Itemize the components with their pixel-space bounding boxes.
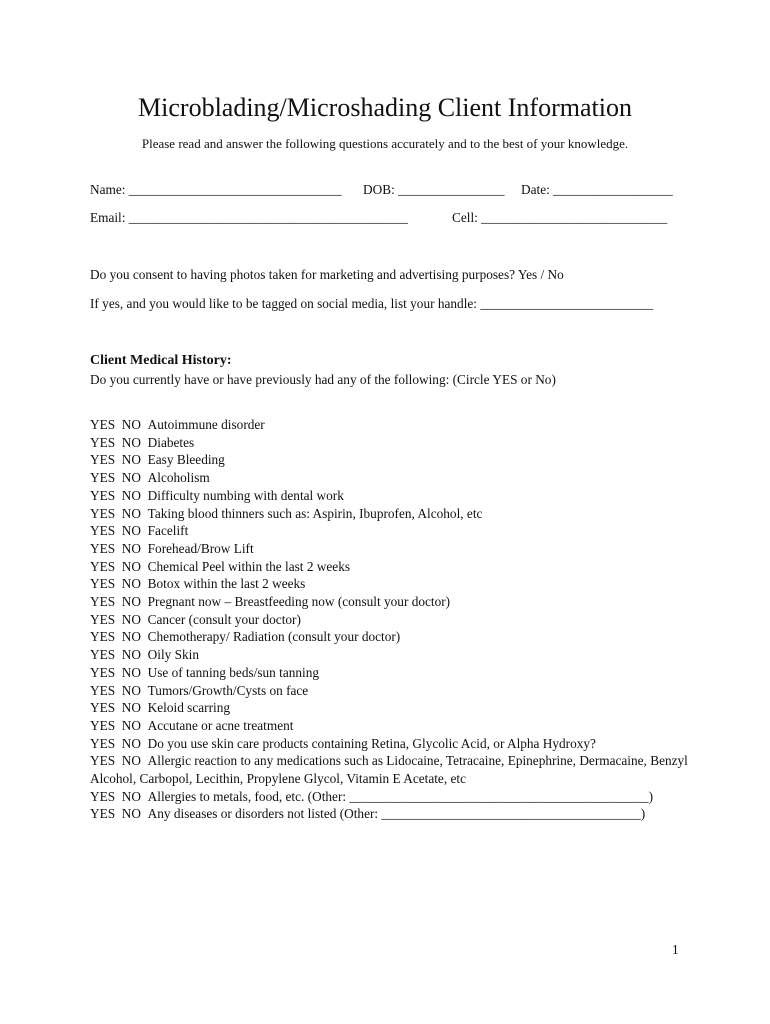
- yes-option[interactable]: YES: [90, 611, 116, 627]
- medical-history-item: [90, 558, 690, 576]
- no-option[interactable]: NO: [121, 434, 141, 450]
- no-option[interactable]: NO: [121, 487, 141, 503]
- medical-history-instruction: Do you currently have or have previously had any of the following: (Circle YES or No): [90, 372, 556, 387]
- no-option[interactable]: NO: [121, 629, 141, 645]
- condition-label: Use of tanning beds/sun tanning: [147, 664, 320, 680]
- yes-option[interactable]: YES: [90, 434, 116, 450]
- no-option[interactable]: NO: [121, 611, 141, 627]
- no-option[interactable]: NO: [121, 540, 141, 556]
- no-option[interactable]: NO: [121, 558, 141, 574]
- no-option[interactable]: NO: [121, 717, 141, 733]
- no-option[interactable]: NO: [121, 576, 141, 592]
- condition-label: Accutane or acne treatment: [147, 717, 294, 733]
- no-option[interactable]: NO: [121, 594, 141, 610]
- condition-label: Autoimmune disorder: [147, 417, 265, 432]
- yes-option[interactable]: YES: [90, 487, 116, 503]
- medical-history-item: [90, 682, 690, 700]
- no-option[interactable]: NO: [121, 753, 141, 769]
- email-field[interactable]: Email: __________________________________________: [90, 210, 409, 225]
- condition-label: Keloid scarring: [147, 700, 230, 716]
- condition-label: Tumors/Growth/Cysts on face: [147, 682, 309, 698]
- condition-label: Do you use skin care products containing Retina, Glycolic Acid, or Alpha Hydroxy?: [147, 735, 596, 751]
- yes-option[interactable]: YES: [90, 753, 116, 769]
- medical-history-item: [90, 469, 690, 487]
- no-option[interactable]: NO: [121, 700, 141, 716]
- yes-option[interactable]: YES: [90, 788, 116, 804]
- medical-history-item: [90, 611, 690, 629]
- yes-option[interactable]: YES: [90, 717, 116, 733]
- condition-label: Any diseases or disorders not listed (Other: _______________________________________): [147, 806, 646, 822]
- medical-history-list: [90, 416, 690, 823]
- medical-history-item: [90, 505, 690, 523]
- medical-history-item: [90, 522, 690, 540]
- yes-option[interactable]: YES: [90, 505, 116, 521]
- no-option[interactable]: NO: [121, 417, 141, 432]
- no-option[interactable]: NO: [121, 505, 141, 521]
- yes-option[interactable]: YES: [90, 452, 116, 468]
- medical-history-item: [90, 487, 690, 505]
- condition-label: Facelift: [147, 523, 189, 539]
- condition-label: Oily Skin: [147, 647, 200, 663]
- condition-label: Alcoholism: [147, 470, 210, 486]
- condition-label: Allergies to metals, food, etc. (Other: _____________________________________________): [147, 788, 654, 804]
- medical-history-item: [90, 593, 690, 611]
- condition-label: Forehead/Brow Lift: [147, 540, 254, 556]
- condition-label: Cancer (consult your doctor): [147, 611, 301, 627]
- page-title: Microblading/Microshading Client Information: [138, 93, 632, 122]
- social-handle-question[interactable]: If yes, and you would like to be tagged on social media, list your handle: __________________________: [90, 296, 654, 311]
- yes-option[interactable]: YES: [90, 682, 116, 698]
- yes-option[interactable]: YES: [90, 629, 116, 645]
- medical-history-item: [90, 735, 690, 753]
- no-option[interactable]: NO: [121, 664, 141, 680]
- medical-history-heading: Client Medical History:: [90, 353, 232, 368]
- medical-history-item: [90, 540, 690, 558]
- medical-history-item: [90, 575, 690, 593]
- no-option[interactable]: NO: [121, 788, 141, 804]
- condition-label: Botox within the last 2 weeks: [147, 576, 306, 592]
- page-subtitle: Please read and answer the following questions accurately and to the best of your knowledge.: [141, 136, 629, 151]
- no-option[interactable]: NO: [121, 682, 141, 698]
- medical-history-item: [90, 699, 690, 717]
- date-field[interactable]: Date: __________________: [521, 182, 673, 197]
- dob-field[interactable]: DOB: ________________: [363, 182, 505, 197]
- condition-label: Difficulty numbing with dental work: [147, 487, 344, 503]
- medical-history-item: [90, 434, 690, 452]
- yes-option[interactable]: YES: [90, 594, 116, 610]
- yes-option[interactable]: YES: [90, 558, 116, 574]
- page-number: 1: [672, 942, 679, 957]
- condition-label: Easy Bleeding: [147, 452, 225, 468]
- yes-option[interactable]: YES: [90, 664, 116, 680]
- condition-label: Allergic reaction to any medications such as Lidocaine, Tetracaine, Epinephrine, Dermacaine, Benzyl Alcohol, Carbopol, Lecithin, Propylene Glycol, Vitamin E Acetate, etc: [90, 753, 688, 787]
- no-option[interactable]: NO: [121, 735, 141, 751]
- yes-option[interactable]: YES: [90, 540, 116, 556]
- yes-option[interactable]: YES: [90, 470, 116, 486]
- medical-history-item: [90, 752, 690, 787]
- medical-history-item: [90, 805, 690, 823]
- no-option[interactable]: NO: [121, 470, 141, 486]
- condition-label: Chemical Peel within the last 2 weeks: [147, 558, 351, 574]
- medical-history-item: [90, 788, 690, 806]
- condition-label: Pregnant now – Breastfeeding now (consult your doctor): [147, 594, 451, 610]
- photo-consent-question[interactable]: Do you consent to having photos taken for marketing and advertising purposes? Yes / No: [90, 267, 564, 282]
- cell-field[interactable]: Cell: ____________________________: [452, 210, 668, 225]
- yes-option[interactable]: YES: [90, 417, 116, 432]
- medical-history-item: [90, 646, 690, 664]
- medical-history-item: [90, 451, 690, 469]
- yes-option[interactable]: YES: [90, 700, 116, 716]
- no-option[interactable]: NO: [121, 647, 141, 663]
- yes-option[interactable]: YES: [90, 735, 116, 751]
- medical-history-item: [90, 416, 690, 434]
- yes-option[interactable]: YES: [90, 576, 116, 592]
- condition-label: Taking blood thinners such as: Aspirin, Ibuprofen, Alcohol, etc: [147, 505, 483, 521]
- medical-history-item: [90, 664, 690, 682]
- condition-label: Diabetes: [147, 434, 195, 450]
- name-field[interactable]: Name: ________________________________: [90, 182, 342, 197]
- yes-option[interactable]: YES: [90, 647, 116, 663]
- yes-option[interactable]: YES: [90, 806, 116, 822]
- no-option[interactable]: NO: [121, 806, 141, 822]
- no-option[interactable]: NO: [121, 452, 141, 468]
- condition-label: Chemotherapy/ Radiation (consult your doctor): [147, 629, 401, 645]
- no-option[interactable]: NO: [121, 523, 141, 539]
- yes-option[interactable]: YES: [90, 523, 116, 539]
- medical-history-item: [90, 628, 690, 646]
- medical-history-item: [90, 717, 690, 735]
